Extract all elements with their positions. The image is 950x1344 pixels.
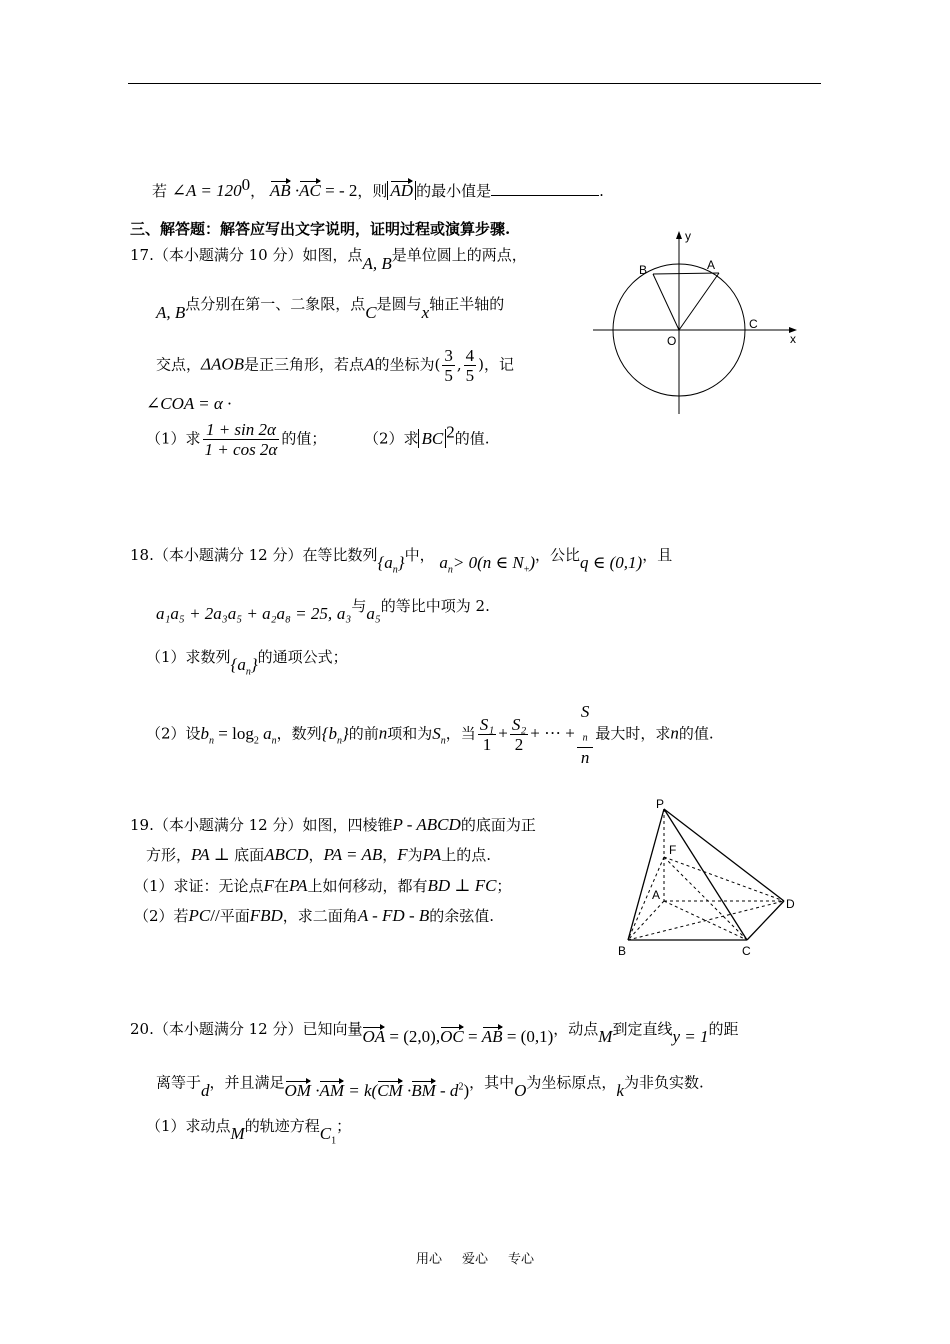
answer-blank bbox=[491, 181, 599, 196]
unit-circle-figure bbox=[585, 222, 810, 417]
label-d: D bbox=[786, 897, 795, 911]
vec-ac: AC bbox=[299, 181, 321, 200]
q17-line4: ∠COA = α · bbox=[146, 394, 232, 413]
q17-parts: （1）求 $\frac{1 + \sin 2\alpha}{1 + \cos 2\alpha}$ 的值； （2）求 BC $^2$的值. bbox=[146, 420, 490, 459]
pyramid-figure bbox=[612, 795, 807, 960]
q18-line1: 18.（本小题满分 12 分）在等比数列$\{a_n\}$中， $a_n> 0(n$ ∈ $N_+$)，公比q ∈ (0,1)，且 bbox=[130, 546, 673, 576]
vec-ab: AB bbox=[269, 181, 291, 200]
q16-line: 若 ∠A = $120^0$， AB ·AC = - 2，则 AD 的最小值是 . bbox=[152, 175, 604, 200]
label-o: O bbox=[667, 334, 677, 348]
q17-line2: A, B点分别在第一、二象限，点C是圆与x轴正半轴的 bbox=[156, 295, 505, 322]
label-x: x bbox=[790, 332, 796, 346]
q18-part1: （1）求数列$\{a_n\}$的通项公式； bbox=[146, 648, 348, 678]
label-b: B bbox=[639, 263, 648, 277]
q19-part1: （1）求证：无论点F在PA上如何移动，都有BD ⊥ FC； bbox=[134, 876, 512, 895]
label-a: A bbox=[652, 888, 661, 902]
label-f: F bbox=[669, 843, 677, 857]
vec-ad: AD bbox=[390, 181, 414, 200]
label-c: C bbox=[742, 944, 751, 958]
label-b: B bbox=[618, 944, 627, 958]
label-p: P bbox=[656, 797, 665, 811]
label-a: A bbox=[707, 258, 716, 272]
section-title: 三、解答题：解答应写出文字说明，证明过程或演算步骤. bbox=[130, 220, 511, 238]
page-footer: 用心 爱心 专心 bbox=[415, 1252, 535, 1267]
label-c: C bbox=[749, 317, 758, 331]
q20-part1: （1）求动点M的轨迹方程$C_1$； bbox=[146, 1117, 352, 1147]
q20-line1: 20.（本小题满分 12 分）已知向量OA = (2,0),OC = AB = (0,1)，动点M到定直线y = 1的距 bbox=[130, 1020, 739, 1046]
q17-line1: 17.（本小题满分 10 分）如图，点A, B是单位圆上的两点， bbox=[130, 246, 527, 273]
q20-line2: 离等于d，并且满足OM $\cdot AM = k(CM \cdot BM - d^2)$，其中O为坐标原点，k为非负实数. bbox=[156, 1073, 704, 1100]
q18-line2: a₁a₅ + 2a₃a₅ + a₂a₈ = 25, a₃与a₅的等比中项为 2. bbox=[156, 597, 490, 623]
label-y: y bbox=[685, 229, 691, 243]
q19-line2: 方形，PA ⊥ 底面ABCD，PA = AB，F为PA上的点. bbox=[146, 845, 491, 864]
q17-line3: 交点，ΔAOB是正三角形，若点A的坐标为( $\frac{3}{5}$ , $\frac{4}{5}$ )，记 bbox=[156, 346, 514, 385]
q19-line1: 19.（本小题满分 12 分）如图，四棱锥P - ABCD的底面为正 bbox=[130, 815, 536, 834]
q18-part2: （2）设$b_n = \log_2 a_n$，数列$\{b_n\}$的前n项和为$S_n$，当 $\frac{\text{S₁}}{1}$ + $\frac{\text{S₂}}{2}$ + ··· + S $_n$ n 最大时，求n的值. bbox=[146, 702, 714, 768]
q19-part2: （2）若PC//平面FBD，求二面角A - FD - B的余弦值. bbox=[134, 906, 495, 925]
header-rule bbox=[128, 83, 821, 84]
